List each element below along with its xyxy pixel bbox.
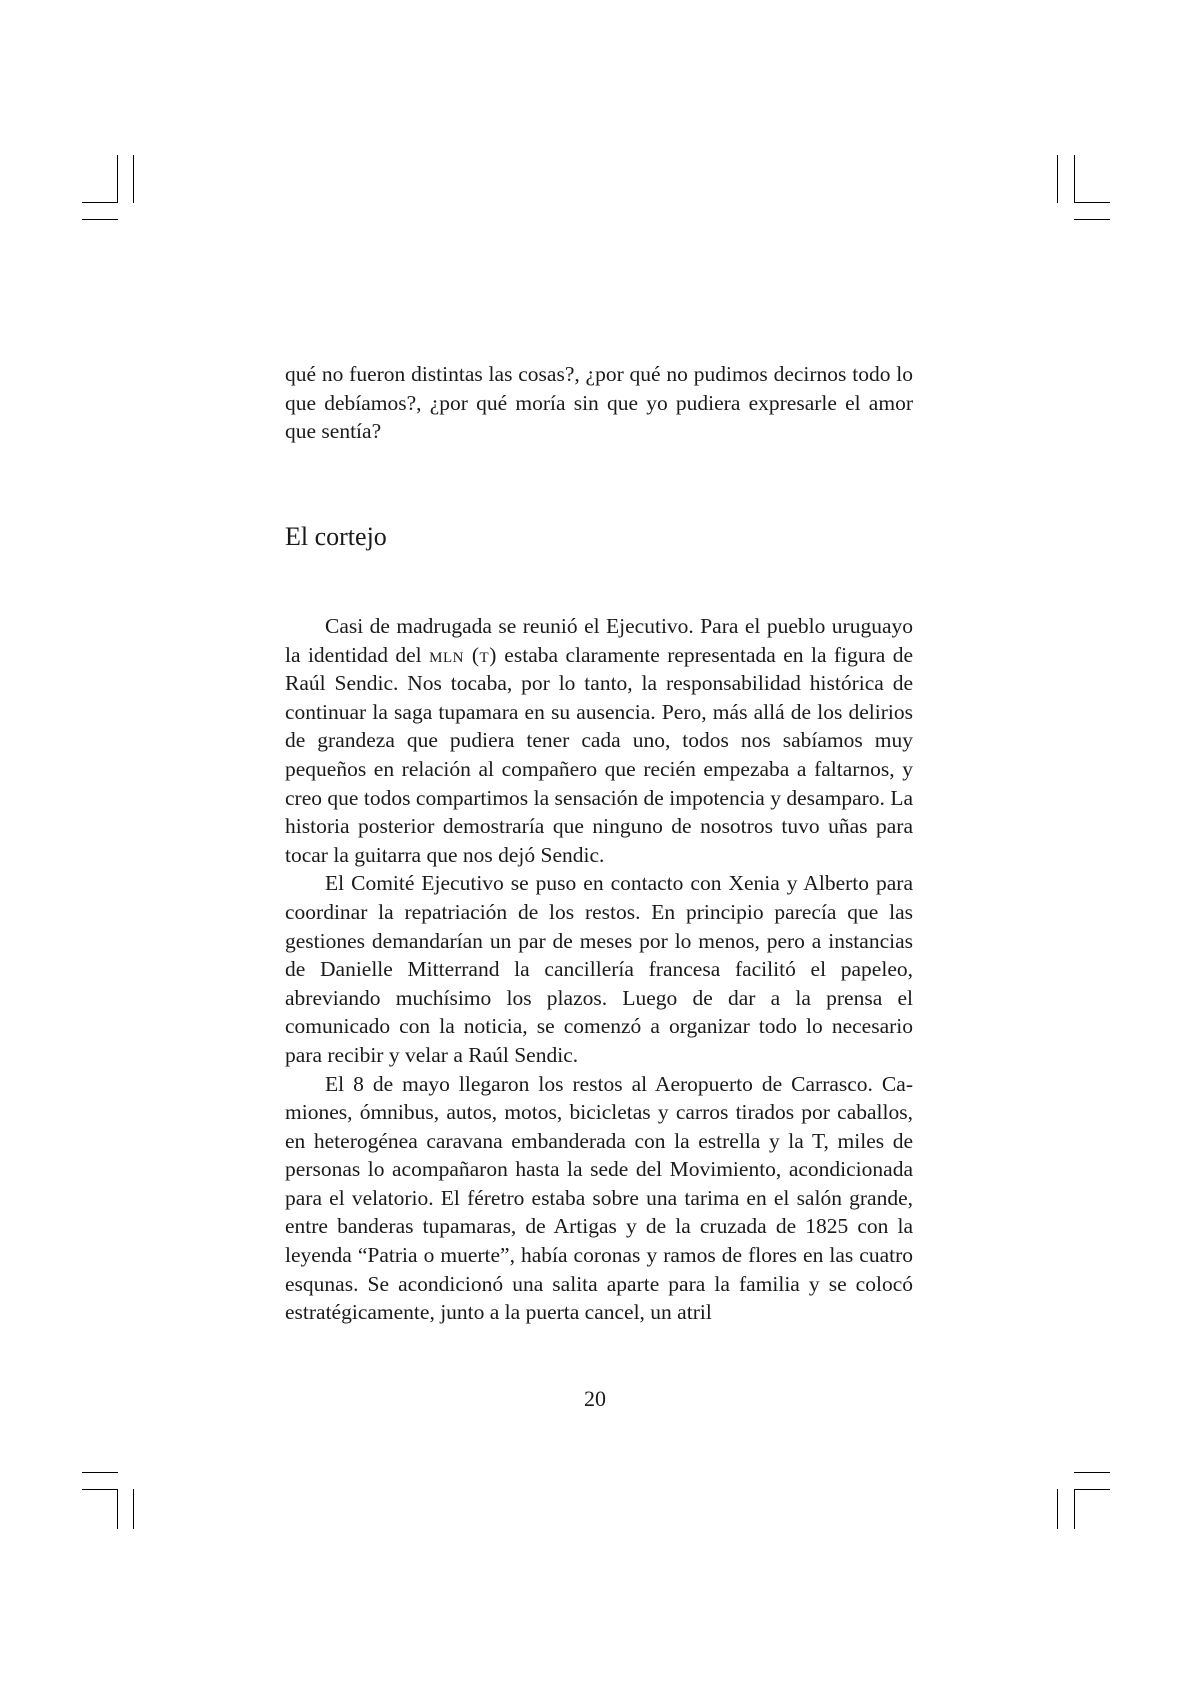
mln-acronym: mln (t) — [429, 642, 497, 667]
crop-mark-top-left-horizontal-2 — [82, 219, 118, 220]
crop-mark-top-right-horizontal-2 — [1074, 219, 1110, 220]
paragraph-1-text-end: estaba claramente representada en la figura de Raúl Sendic. Nos tocaba, por lo tanto, la responsabilidad histórica de continuar la saga tupamara en su ausencia. Pero, más allá de los delirios de grandeza que pudiera tener cada uno, todos nos sabíamos muy pequeños en relación al compañero que recién empezaba a faltarnos, y creo que todos compartimos la sensación de impotencia y desamparo. La historia posterior demostraría que ninguno de nosotros tuvo uñas para tocar la guitarra que nos dejó Sendic. — [285, 642, 913, 867]
body-text-block — [285, 612, 913, 1327]
body-paragraph-3: El 8 de mayo llegaron los restos al Aeropuerto de Carrasco. Camiones, ómnibus, autos, motos, bicicletas y carros tirados por caballos, en heterogénea caravana embanderada con la estrella y la T, miles de personas lo acompañaron hasta la sede del Movimiento, acondicionada para el velatorio. El féretro estaba sobre una tarima en el salón grande, entre banderas tupamaras, de Artigas y de la cruzada de 1825 con la leyenda “Patria o muerte”, había coronas y ramos de flores en las cuatro esqunas. Se acondicionó una salita aparte para la familia y se colocó estratégicamente, junto a la puerta cancel, un atril — [285, 1071, 913, 1325]
paragraph-1-text-start: Casi de madrugada se reunió el Ejecutivo. Para el pueblo uruguayo la identidad del — [285, 614, 913, 667]
crop-mark-top-right-vertical-2 — [1074, 155, 1075, 203]
crop-mark-bottom-right-vertical-1 — [1057, 1489, 1058, 1529]
crop-mark-top-right-vertical-1 — [1057, 155, 1058, 203]
intro-paragraph: qué no fueron distintas las cosas?, ¿por qué no pudimos decirnos todo lo que debíamos?, ¿por qué moría sin que yo pudiera expresarle el amor que sentía? — [285, 362, 913, 444]
crop-mark-top-left-horizontal-1 — [82, 202, 118, 203]
crop-mark-top-left-vertical-2 — [133, 155, 134, 203]
crop-mark-bottom-right-vertical-2 — [1074, 1489, 1075, 1529]
crop-mark-top-right-horizontal-1 — [1074, 202, 1110, 203]
crop-mark-bottom-left-horizontal-1 — [82, 1472, 118, 1473]
body-paragraph-2: El Comité Ejecutivo se puso en contacto con Xenia y Alberto para coordinar la repatriación de los restos. En principio parecía que las gestiones demandarían un par de meses por lo menos, pero a instancias de Danielle Mitterrand la cancillería francesa facilitó el papeleo, abreviando muchísimo los plazos. Luego de dar a la prensa el comunicado con la noticia, se comenzó a organizar todo lo necesario para recibir y velar a Raúl Sendic. — [285, 871, 913, 1067]
crop-mark-bottom-right-horizontal-2 — [1074, 1489, 1110, 1490]
crop-mark-bottom-left-vertical-1 — [117, 1489, 118, 1529]
crop-mark-bottom-left-horizontal-2 — [82, 1489, 118, 1490]
intro-text-block — [285, 360, 913, 446]
page-number: 20 — [584, 1386, 606, 1411]
crop-mark-bottom-left-vertical-2 — [133, 1489, 134, 1529]
section-heading: El cortejo — [285, 522, 387, 551]
crop-mark-bottom-right-horizontal-1 — [1074, 1472, 1110, 1473]
crop-mark-top-left-vertical-1 — [117, 155, 118, 203]
body-paragraph-1 — [285, 612, 913, 869]
